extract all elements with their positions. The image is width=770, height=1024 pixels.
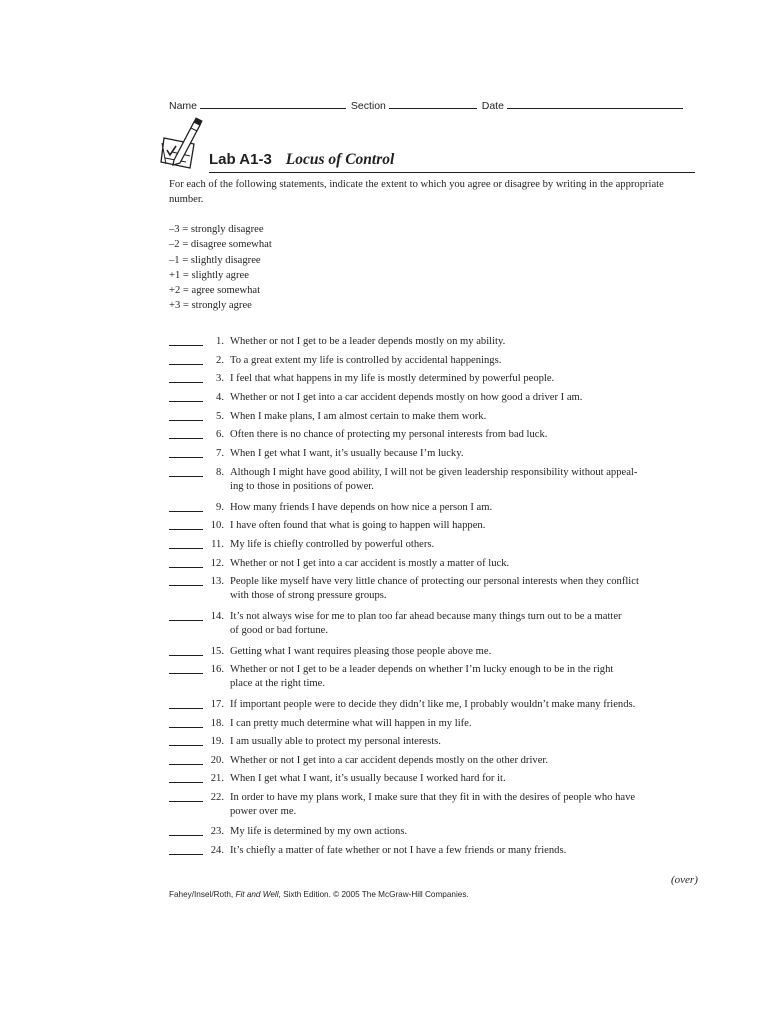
scale-item: +1 = slightly agree <box>169 269 249 281</box>
statement-line: My life is determined by my own actions. <box>230 826 408 837</box>
answer-blank[interactable] <box>169 364 203 365</box>
answer-blank[interactable] <box>169 585 203 586</box>
footer-authors: Fahey/Insel/Roth, <box>169 890 236 899</box>
statement-number: 21. <box>210 773 224 784</box>
answer-blank[interactable] <box>169 620 203 621</box>
statement-line: To a great extent my life is controlled by accidental happenings. <box>230 355 502 366</box>
section-label: Section <box>350 100 386 112</box>
statement-line-continued: ing to those in positions of power. <box>230 481 374 492</box>
statement-text <box>230 335 688 349</box>
answer-blank[interactable] <box>169 764 203 765</box>
statement-number: 13. <box>210 576 224 587</box>
statement-number: 24. <box>210 845 224 856</box>
answer-blank[interactable] <box>169 382 203 383</box>
answer-blank[interactable] <box>169 345 203 346</box>
statement-line: Whether or not I get into a car accident depends mostly on how good a driver I am. <box>230 392 583 403</box>
statement-number: 12. <box>210 558 224 569</box>
statement-line: Often there is no chance of protecting my personal interests from bad luck. <box>230 429 548 440</box>
statement-number: 18. <box>210 718 224 729</box>
scale-item: –3 = strongly disagree <box>169 224 264 235</box>
answer-blank[interactable] <box>169 476 203 477</box>
statement-line-continued: power over me. <box>230 806 297 817</box>
statement-text <box>230 825 688 839</box>
instructions: For each of the following statements, indicate the extent to which you agree or disagree by writing in the appropriate number. <box>169 179 664 205</box>
statement-line: Whether or not I get into a car accident depends mostly on the other driver. <box>230 755 548 766</box>
lab-number: Lab A1-3 <box>209 151 272 168</box>
statement-line: Whether or not I get to be a leader depends on whether I’m lucky enough to be in the right <box>230 664 614 675</box>
statement-line: I feel that what happens in my life is mostly determined by powerful people. <box>230 373 555 384</box>
over-note: (over) <box>671 874 698 886</box>
statement-text <box>230 575 688 603</box>
statement-text <box>230 772 688 786</box>
statement-number: 11. <box>211 539 224 550</box>
statement-text <box>230 372 688 386</box>
statement-number: 14. <box>210 611 224 622</box>
answer-blank[interactable] <box>169 727 203 728</box>
statement-number: 6. <box>216 429 224 440</box>
statement-line: Getting what I want requires pleasing those people above me. <box>230 646 492 657</box>
student-info-header <box>169 99 694 112</box>
lab-title <box>209 151 695 173</box>
statement-text <box>230 663 688 691</box>
pen-and-checklist-icon <box>160 116 204 172</box>
statement-line: I am usually able to protect my personal interests. <box>230 736 441 747</box>
statement-number: 19. <box>210 736 224 747</box>
scale-item: –1 = slightly disagree <box>169 254 261 266</box>
statement-text <box>230 791 688 819</box>
statement-line: It’s not always wise for me to plan too far ahead because many things turn out to be a matter <box>230 611 622 622</box>
statement-text <box>230 735 688 749</box>
statement-text <box>230 410 688 424</box>
statement-text <box>230 645 688 659</box>
answer-blank[interactable] <box>169 529 203 530</box>
answer-blank[interactable] <box>169 673 203 674</box>
statement-text <box>230 557 688 571</box>
name-field[interactable] <box>200 99 346 109</box>
section-field[interactable] <box>389 99 477 109</box>
statement-text <box>230 754 688 768</box>
statement-number: 15. <box>210 646 224 657</box>
statement-number: 20. <box>210 755 224 766</box>
statement-text <box>230 354 688 368</box>
scale-item: –2 = disagree somewhat <box>169 239 272 251</box>
statement-number: 16. <box>210 664 224 675</box>
statement-text <box>230 844 688 858</box>
statement-text <box>230 519 688 533</box>
answer-blank[interactable] <box>169 782 203 783</box>
statement-text <box>230 391 688 405</box>
name-label: Name <box>169 100 198 112</box>
statement-line: When I get what I want, it’s usually because I’m lucky. <box>230 448 464 459</box>
statement-line: My life is chiefly controlled by powerful others. <box>230 539 435 550</box>
statement-line-continued: of good or bad fortune. <box>230 625 328 636</box>
answer-blank[interactable] <box>169 457 203 458</box>
statement-line: I can pretty much determine what will happen in my life. <box>230 718 472 729</box>
statement-line: I have often found that what is going to happen will happen. <box>230 520 486 531</box>
statement-line: People like myself have very little chance of protecting our personal interests when they conflict <box>230 576 639 587</box>
answer-blank[interactable] <box>169 708 203 709</box>
answer-blank[interactable] <box>169 655 203 656</box>
statement-number: 23. <box>210 826 224 837</box>
statement-number: 3. <box>216 373 224 384</box>
copyright-footer <box>169 890 469 899</box>
statement-line: When I make plans, I am almost certain to make them work. <box>230 411 487 422</box>
statement-line: Although I might have good ability, I will not be given leadership responsibility without appeal- <box>230 467 638 478</box>
scale-item: +2 = agree somewhat <box>169 285 261 297</box>
answer-blank[interactable] <box>169 567 203 568</box>
answer-blank[interactable] <box>169 548 203 549</box>
statement-line: It’s chiefly a matter of fate whether or not I have a few friends or many friends. <box>230 845 567 856</box>
statement-line-continued: with those of strong pressure groups. <box>230 590 387 601</box>
footer-rest: , Sixth Edition. © 2005 The McGraw-Hill Companies. <box>278 890 469 899</box>
statement-number: 2. <box>216 355 224 366</box>
answer-blank[interactable] <box>169 420 203 421</box>
lab-subtitle: Locus of Control <box>285 151 395 168</box>
statement-number: 8. <box>216 467 224 478</box>
statement-text <box>230 428 688 442</box>
statement-number: 5. <box>216 411 224 422</box>
answer-blank[interactable] <box>169 511 203 512</box>
answer-blank[interactable] <box>169 801 203 802</box>
statement-line: Whether or not I get to be a leader depends mostly on my ability. <box>230 336 506 347</box>
answer-blank[interactable] <box>169 745 203 746</box>
statement-number: 7. <box>216 448 224 459</box>
date-field[interactable] <box>507 99 683 109</box>
statement-text <box>230 698 688 712</box>
statement-number: 22. <box>210 792 224 803</box>
statement-line-continued: place at the right time. <box>230 678 326 689</box>
statement-number: 1. <box>216 336 224 347</box>
statement-line: Whether or not I get into a car accident is mostly a matter of luck. <box>230 558 510 569</box>
answer-blank[interactable] <box>169 401 203 402</box>
statement-text <box>230 538 688 552</box>
statement-line: When I get what I want, it’s usually because I worked hard for it. <box>230 773 506 784</box>
statement-line: If important people were to decide they didn’t like me, I probably wouldn’t make many friends. <box>230 699 636 710</box>
answer-blank[interactable] <box>169 854 203 855</box>
statement-number: 10. <box>210 520 224 531</box>
statement-line: How many friends I have depends on how nice a person I am. <box>230 502 493 513</box>
answer-blank[interactable] <box>169 438 203 439</box>
statement-number: 4. <box>216 392 224 403</box>
statement-text <box>230 717 688 731</box>
statement-number: 17. <box>210 699 224 710</box>
date-label: Date <box>481 100 504 112</box>
statement-line: In order to have my plans work, I make sure that they fit in with the desires of people who have <box>230 792 636 803</box>
statement-text <box>230 447 688 461</box>
answer-blank[interactable] <box>169 835 203 836</box>
footer-book-title: Fit and Well <box>235 890 279 899</box>
statement-text <box>230 466 688 494</box>
scale-item: +3 = strongly agree <box>169 300 252 312</box>
rating-scale <box>169 222 272 314</box>
statement-number: 9. <box>216 502 224 513</box>
statement-text <box>230 610 688 638</box>
statement-text <box>230 501 688 515</box>
